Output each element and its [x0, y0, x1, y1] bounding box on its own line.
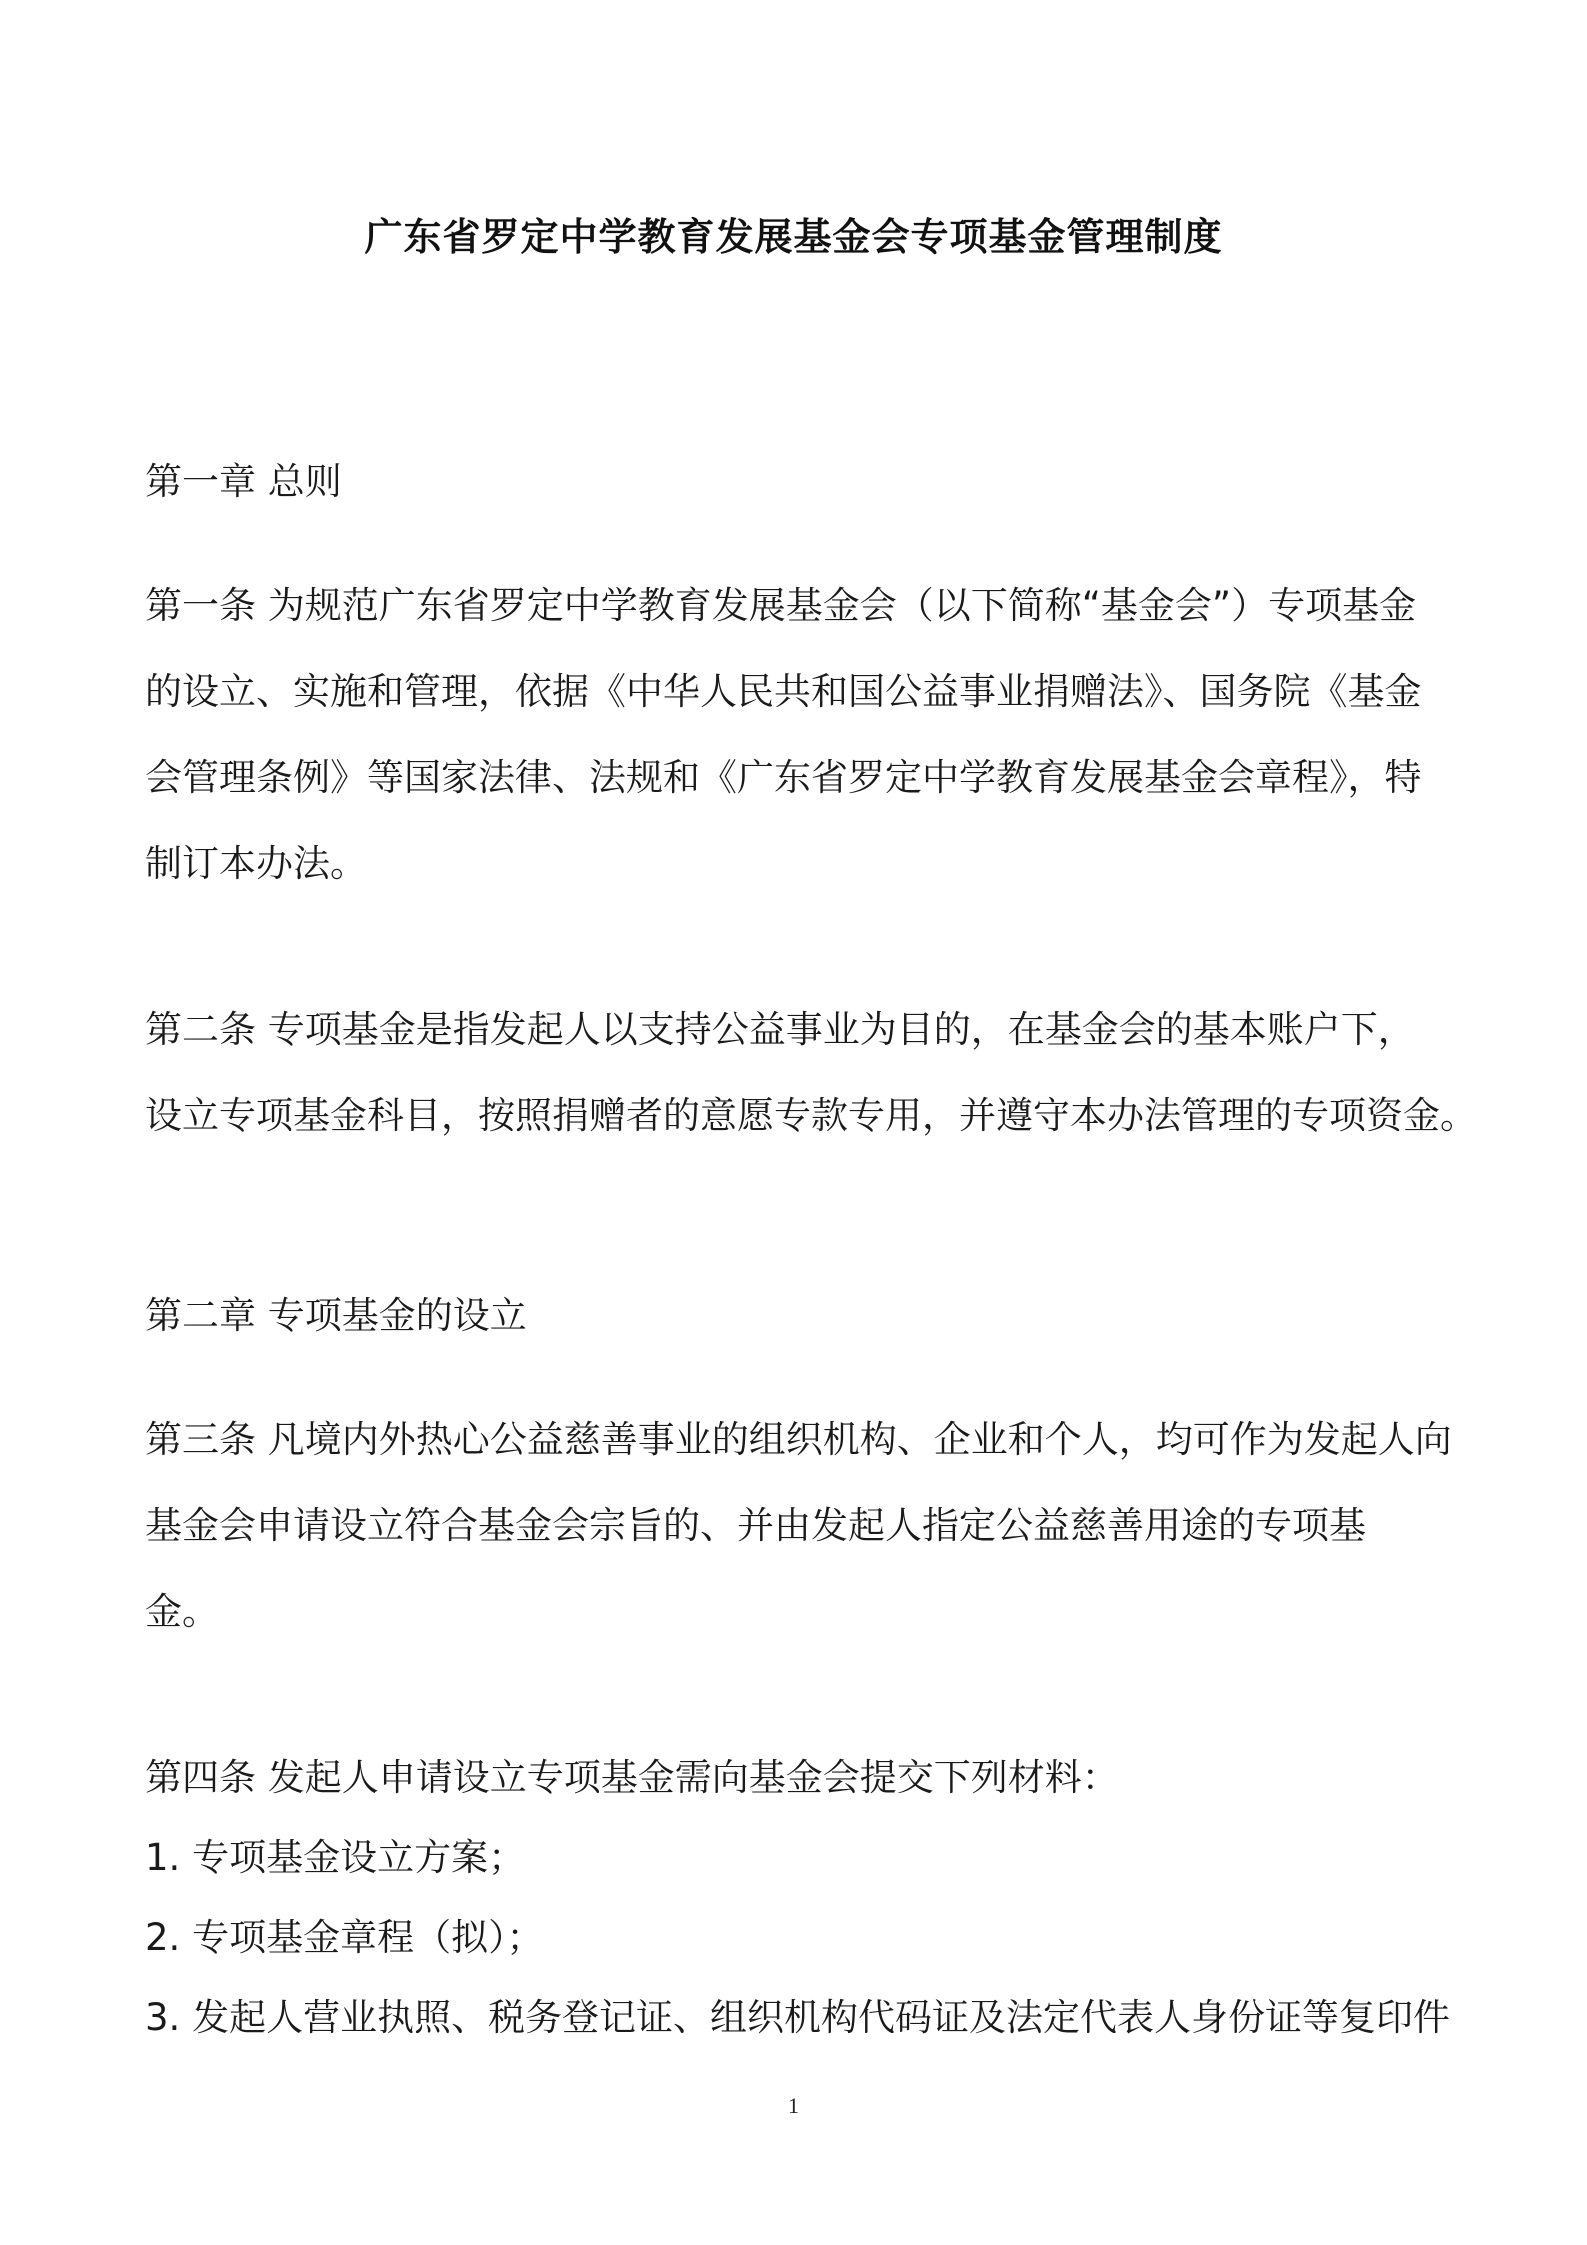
chapter-2-heading: 第二章 专项基金的设立 — [145, 1294, 527, 1337]
article-1-line-3: 会管理条例》等国家法律、法规和《广东省罗定中学教育发展基金会章程》，特 — [145, 756, 1422, 799]
article-3-line-3: 金。 — [145, 1590, 219, 1633]
article-2-line-1: 第二条 专项基金是指发起人以支持公益事业为目的，在基金会的基本账户下， — [145, 1008, 1415, 1051]
article-4-intro: 第四条 发起人申请设立专项基金需向基金会提交下列材料： — [145, 1756, 1119, 1799]
article-1-line-2: 的设立、实施和管理，依据《中华人民共和国公益事业捐赠法》、国务院《基金 — [145, 670, 1422, 713]
article-3-line-1: 第三条 凡境内外热心公益慈善事业的组织机构、企业和个人，均可作为发起人向 — [145, 1418, 1452, 1461]
article-3-line-2: 基金会申请设立符合基金会宗旨的、并由发起人指定公益慈善用途的专项基 — [145, 1504, 1366, 1547]
chapter-1-heading: 第一章 总则 — [145, 460, 342, 503]
article-4-item-2: 2. 专项基金章程（拟）； — [145, 1916, 544, 1959]
document-title: 广东省罗定中学教育发展基金会专项基金管理制度 — [364, 215, 1223, 259]
article-1-line-1: 第一条 为规范广东省罗定中学教育发展基金会（以下简称“基金会”）专项基金 — [145, 584, 1417, 627]
article-4-item-1: 1. 专项基金设立方案； — [145, 1836, 526, 1879]
page-number: 1 — [788, 2093, 799, 2118]
article-2-line-2: 设立专项基金科目，按照捐赠者的意愿专款专用，并遵守本办法管理的专项资金。 — [145, 1094, 1477, 1137]
article-4-item-3: 3. 发起人营业执照、税务登记证、组织机构代码证及法定代表人身份证等复印件 — [145, 1996, 1451, 2039]
article-1-line-4: 制订本办法。 — [145, 842, 367, 885]
